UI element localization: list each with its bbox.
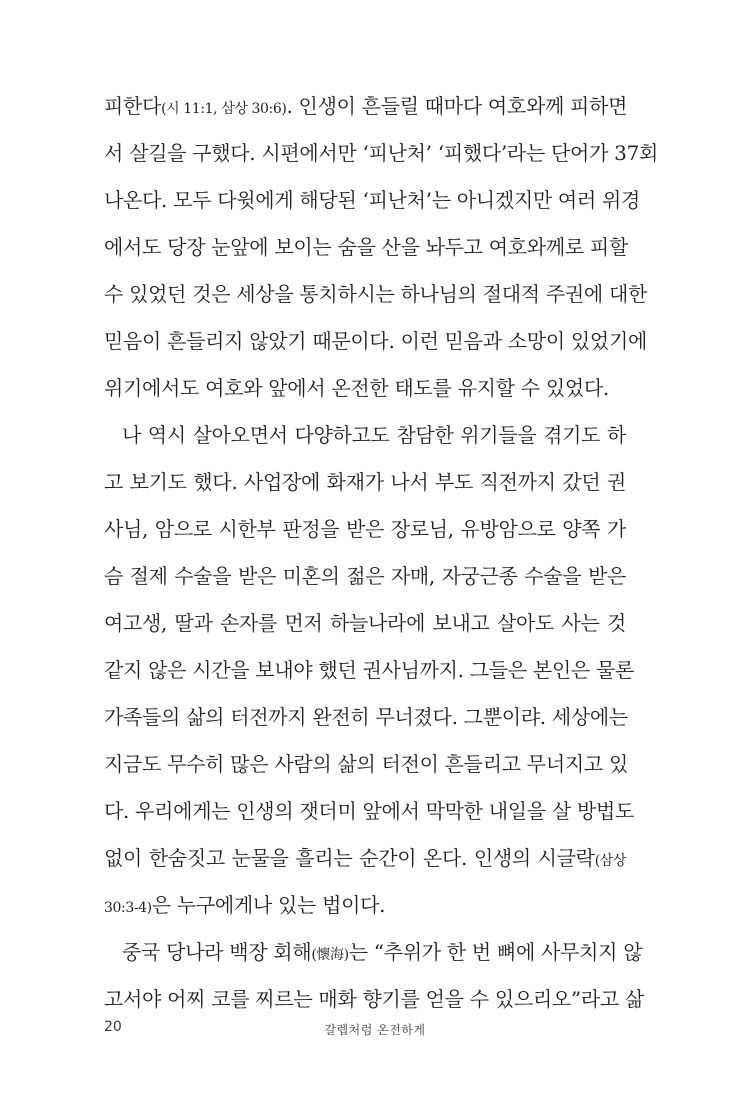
body-line-16: 다. 우리에게는 인생의 잿더미 앞에서 막막한 내일을 살 방법도 [104,799,635,823]
body-line-7: 위기에서도 여호와 앞에서 온전한 태도를 유지할 수 있었다. [104,376,609,400]
body-line-15: 지금도 무수히 많은 사람의 삶의 터전이 흔들리고 무너지고 있 [104,752,628,776]
body-line-10: 사님, 암으로 시한부 판정을 받은 장로님, 유방암으로 양쪽 가 [104,517,626,541]
body-line-14: 가족들의 삶의 터전까지 완전히 무너졌다. 그뿐이랴. 세상에는 [104,705,628,729]
body-line-20: 고서야 어찌 코를 찌르는 매화 향기를 얻을 수 있으리오”라고 삶 [104,987,644,1011]
page-number: 20 [104,1019,122,1035]
body-line-13: 같지 않은 시간을 보내야 했던 권사님까지. 그들은 본인은 물론 [104,658,635,682]
body-line-2: 서 살길을 구했다. 시편에서만 ‘피난처’ ‘피했다’라는 단어가 37회 [104,141,659,165]
body-line-19: 중국 당나라 백장 회해(懷海)는 “추위가 한 번 뼈에 사무치지 않 [122,940,643,964]
hanja-annotation: (懷海) [311,947,349,963]
body-line-4: 에서도 당장 눈앞에 보이는 숨을 산을 놔두고 여호와께로 피할 [104,235,628,259]
body-line-3: 나온다. 모두 다윗에게 해당된 ‘피난처’는 아니겠지만 여러 위경 [104,188,641,212]
body-line-12: 여고생, 딸과 손자를 먼저 하늘나라에 보내고 살아도 사는 것 [104,611,626,635]
running-footer-title: 갈렙처럼 온전하게 [324,1023,426,1037]
scripture-citation: 30:3-4) [104,900,152,916]
body-line-6: 믿음이 흔들리지 않았기 때문이다. 이런 믿음과 소망이 있었기에 [104,329,647,353]
body-line-17: 없이 한숨짓고 눈물을 흘리는 순간이 온다. 인생의 시글락(삼상 [104,846,626,870]
body-line-9: 고 보기도 했다. 사업장에 화재가 나서 부도 직전까지 갔던 권 [104,470,626,494]
scripture-citation: (삼상 [594,853,626,869]
body-line-5: 수 있었던 것은 세상을 통치하시는 하나님의 절대적 주권에 대한 [104,282,647,306]
body-line-11: 슴 절제 수술을 받은 미혼의 젊은 자매, 자궁근종 수술을 받은 [104,564,626,588]
body-line-1: 피한다(시 11:1, 삼상 30:6). 인생이 흔들릴 때마다 여호와께 피하면 [104,94,628,118]
scripture-citation: (시 11:1, 삼상 30:6) [161,101,287,117]
body-line-8: 나 역시 살아오면서 다양하고도 참담한 위기들을 겪기도 하 [122,423,626,447]
body-line-18: 30:3-4)은 누구에게나 있는 법이다. [104,893,386,917]
